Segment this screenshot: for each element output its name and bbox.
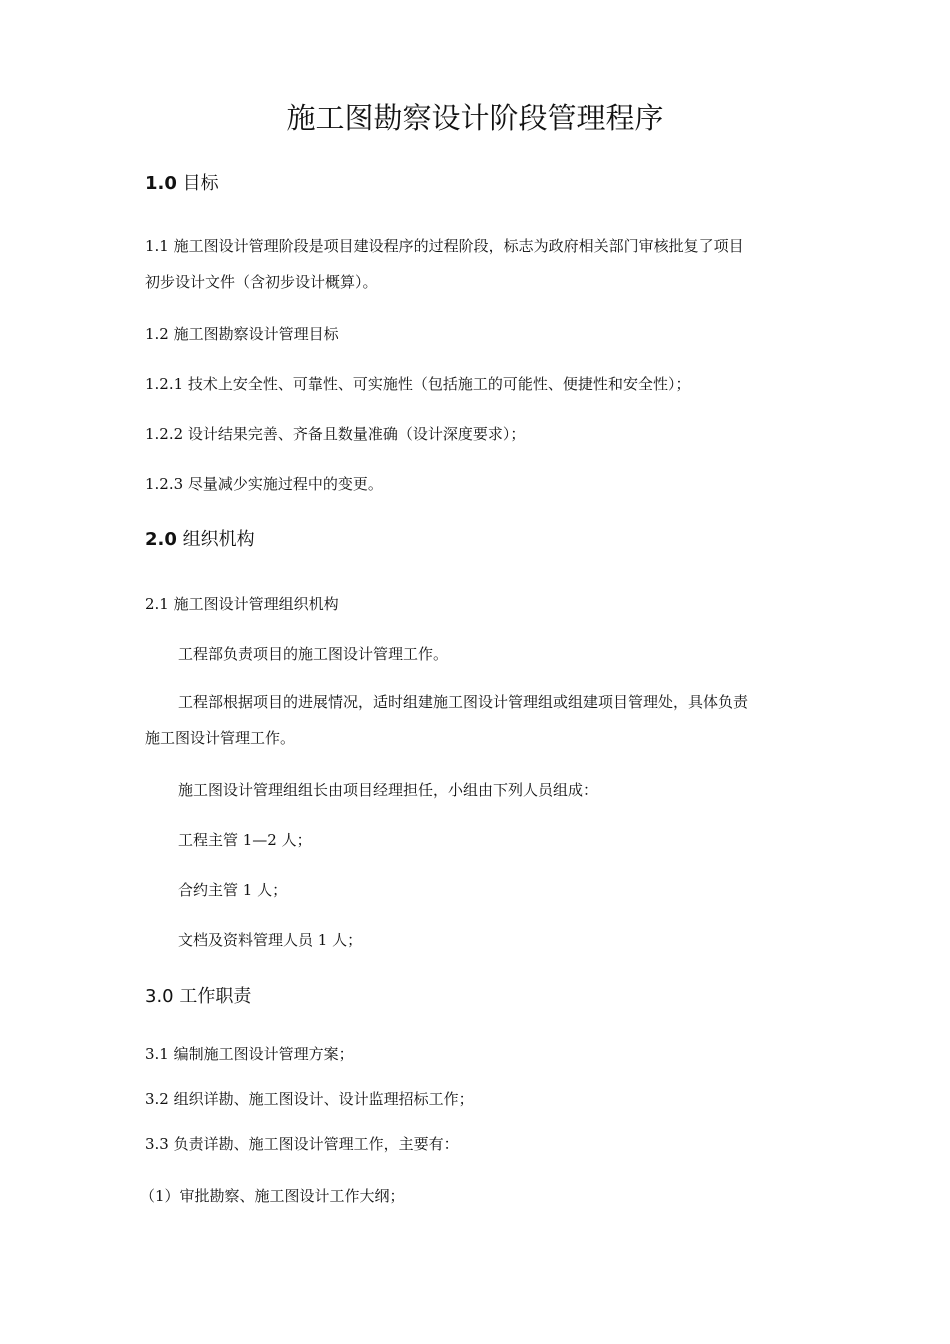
paragraph-1-2-1: 1.2.1 技术上安全性、可靠性、可实施性（包括施工的可能性、便捷性和安全性）； — [145, 375, 691, 393]
paragraph-3-3: 3.3 负责详勘、施工图设计管理工作，主要有： — [145, 1135, 459, 1153]
paragraph-line: 初步设计文件（含初步设计概算）。 — [145, 273, 378, 291]
paragraph-line: 工程部根据项目的进展情况，适时组建施工图设计管理组或组建项目管理处，具体负责 — [178, 693, 749, 711]
paragraph-3-1: 3.1 编制施工图设计管理方案； — [145, 1045, 354, 1063]
paragraph-2-e: 合约主管 1 人； — [178, 881, 288, 899]
paragraph-2-b — [145, 690, 810, 750]
section-label: 组织机构 — [182, 529, 255, 550]
paragraph-line: 施工图设计管理工作。 — [145, 729, 296, 747]
document-title: 施工图勘察设计阶段管理程序 — [286, 101, 664, 135]
paragraph-2-a: 工程部负责项目的施工图设计管理工作。 — [178, 645, 449, 663]
paragraph-1-1 — [145, 234, 810, 294]
section-number: 1.0 — [145, 173, 177, 194]
paragraph-2-1: 2.1 施工图设计管理组织机构 — [145, 595, 339, 613]
paragraph-line: 1.1 施工图设计管理阶段是项目建设程序的过程阶段，标志为政府相关部门审核批复了项目 — [145, 237, 744, 255]
section-heading-3: 3.0 工作职责 — [145, 986, 252, 1007]
paragraph-2-d: 工程主管 1—2 人； — [178, 831, 312, 849]
section-label: 目标 — [182, 173, 219, 194]
section-heading-1 — [145, 172, 219, 196]
paragraph-3-2: 3.2 组织详勘、施工图设计、设计监理招标工作； — [145, 1090, 474, 1108]
section-heading-2 — [145, 528, 255, 552]
section-number: 2.0 — [145, 529, 177, 550]
paragraph-2-c: 施工图设计管理组组长由项目经理担任，小组由下列人员组成： — [178, 781, 599, 799]
paragraph-2-f: 文档及资料管理人员 1 人； — [178, 931, 363, 949]
paragraph-1-2-2: 1.2.2 设计结果完善、齐备且数量准确（设计深度要求）； — [145, 425, 526, 443]
paragraph-1-2-3: 1.2.3 尽量减少实施过程中的变更。 — [145, 475, 383, 493]
paragraph-3-item-1: （1）审批勘察、施工图设计工作大纲； — [140, 1187, 405, 1205]
paragraph-1-2: 1.2 施工图勘察设计管理目标 — [145, 325, 339, 343]
